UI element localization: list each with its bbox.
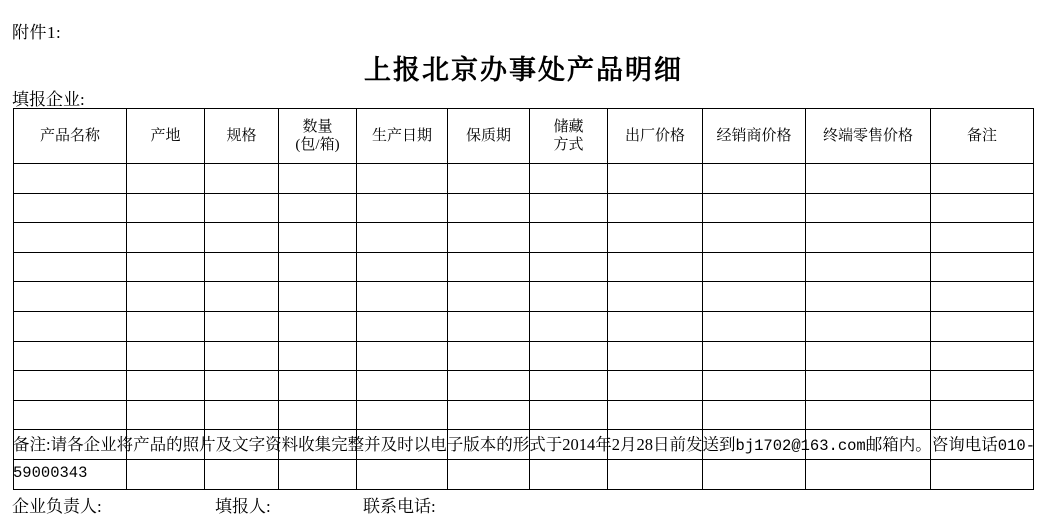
cell-shelf-life[interactable] bbox=[448, 371, 530, 401]
table-row bbox=[14, 193, 1034, 223]
cell-spec[interactable] bbox=[205, 400, 279, 430]
cell-storage-method[interactable] bbox=[530, 164, 608, 194]
cell-dealer-price[interactable] bbox=[703, 193, 806, 223]
col-header-production-date: 生产日期 bbox=[357, 109, 448, 164]
cell-remark[interactable] bbox=[931, 341, 1034, 371]
cell-retail-price[interactable] bbox=[806, 223, 931, 253]
cell-shelf-life[interactable] bbox=[448, 311, 530, 341]
cell-origin[interactable] bbox=[127, 371, 205, 401]
reporter-field-label: 填报人: bbox=[215, 497, 271, 516]
cell-quantity[interactable] bbox=[279, 341, 357, 371]
cell-product-name[interactable] bbox=[14, 311, 127, 341]
table-row bbox=[14, 164, 1034, 194]
cell-product-name[interactable] bbox=[14, 252, 127, 282]
table-row bbox=[14, 400, 1034, 430]
cell-spec[interactable] bbox=[205, 371, 279, 401]
cell-factory-price[interactable] bbox=[608, 311, 703, 341]
cell-product-name[interactable] bbox=[14, 371, 127, 401]
cell-product-name[interactable] bbox=[14, 282, 127, 312]
col-header-remark: 备注 bbox=[931, 109, 1034, 164]
cell-origin[interactable] bbox=[127, 223, 205, 253]
cell-spec[interactable] bbox=[205, 341, 279, 371]
manager-field-label: 企业负责人: bbox=[12, 497, 102, 516]
footnote bbox=[13, 432, 1035, 486]
cell-factory-price[interactable] bbox=[608, 252, 703, 282]
cell-shelf-life[interactable] bbox=[448, 252, 530, 282]
cell-product-name[interactable] bbox=[14, 164, 127, 194]
cell-shelf-life[interactable] bbox=[448, 400, 530, 430]
cell-remark[interactable] bbox=[931, 282, 1034, 312]
cell-quantity[interactable] bbox=[279, 282, 357, 312]
cell-product-name[interactable] bbox=[14, 223, 127, 253]
table-row bbox=[14, 282, 1034, 312]
cell-storage-method[interactable] bbox=[530, 400, 608, 430]
cell-retail-price[interactable] bbox=[806, 164, 931, 194]
cell-production-date[interactable] bbox=[357, 164, 448, 194]
cell-origin[interactable] bbox=[127, 164, 205, 194]
cell-quantity[interactable] bbox=[279, 193, 357, 223]
cell-spec[interactable] bbox=[205, 164, 279, 194]
table-row bbox=[14, 341, 1034, 371]
cell-dealer-price[interactable] bbox=[703, 371, 806, 401]
cell-production-date[interactable] bbox=[357, 341, 448, 371]
phone-field-label: 联系电话: bbox=[363, 497, 436, 516]
table-row bbox=[14, 223, 1034, 253]
cell-storage-method[interactable] bbox=[530, 282, 608, 312]
signature-row bbox=[0, 492, 1047, 532]
cell-retail-price[interactable] bbox=[806, 341, 931, 371]
cell-quantity[interactable] bbox=[279, 400, 357, 430]
cell-storage-method[interactable] bbox=[530, 193, 608, 223]
cell-spec[interactable] bbox=[205, 193, 279, 223]
cell-factory-price[interactable] bbox=[608, 164, 703, 194]
col-header-shelf-life: 保质期 bbox=[448, 109, 530, 164]
col-header-origin: 产地 bbox=[127, 109, 205, 164]
cell-shelf-life[interactable] bbox=[448, 193, 530, 223]
cell-origin[interactable] bbox=[127, 252, 205, 282]
cell-production-date[interactable] bbox=[357, 371, 448, 401]
cell-product-name[interactable] bbox=[14, 400, 127, 430]
cell-production-date[interactable] bbox=[357, 223, 448, 253]
col-header-dealer-price: 经销商价格 bbox=[703, 109, 806, 164]
footnote-phone: 010-59000343 bbox=[13, 437, 1036, 482]
cell-retail-price[interactable] bbox=[806, 252, 931, 282]
cell-storage-method[interactable] bbox=[530, 341, 608, 371]
cell-factory-price[interactable] bbox=[608, 341, 703, 371]
cell-retail-price[interactable] bbox=[806, 193, 931, 223]
table-row bbox=[14, 371, 1034, 401]
cell-production-date[interactable] bbox=[357, 311, 448, 341]
cell-shelf-life[interactable] bbox=[448, 282, 530, 312]
enterprise-field-label: 填报企业: bbox=[12, 90, 85, 109]
cell-production-date[interactable] bbox=[357, 193, 448, 223]
cell-origin[interactable] bbox=[127, 282, 205, 312]
footnote-prefix: 备注:请各企业将产品的照片及文字资料收集完整并及时以电子版本的形式于2014年2月28日前发送到 bbox=[13, 435, 736, 454]
table-row bbox=[14, 252, 1034, 282]
cell-remark[interactable] bbox=[931, 371, 1034, 401]
cell-product-name[interactable] bbox=[14, 193, 127, 223]
cell-retail-price[interactable] bbox=[806, 400, 931, 430]
footnote-email: bj1702@163.com bbox=[735, 437, 866, 455]
cell-quantity[interactable] bbox=[279, 223, 357, 253]
table-row bbox=[14, 311, 1034, 341]
cell-spec[interactable] bbox=[205, 282, 279, 312]
cell-quantity[interactable] bbox=[279, 311, 357, 341]
col-header-storage-method: 储藏 方式 bbox=[530, 109, 608, 164]
cell-storage-method[interactable] bbox=[530, 223, 608, 253]
cell-dealer-price[interactable] bbox=[703, 282, 806, 312]
table-header-row bbox=[14, 109, 1034, 164]
cell-retail-price[interactable] bbox=[806, 311, 931, 341]
cell-factory-price[interactable] bbox=[608, 400, 703, 430]
footnote-suffix: 邮箱内。咨询电话 bbox=[865, 435, 998, 454]
col-header-quantity: 数量 (包/箱) bbox=[279, 109, 357, 164]
cell-dealer-price[interactable] bbox=[703, 252, 806, 282]
cell-factory-price[interactable] bbox=[608, 282, 703, 312]
cell-shelf-life[interactable] bbox=[448, 223, 530, 253]
cell-storage-method[interactable] bbox=[530, 371, 608, 401]
cell-storage-method[interactable] bbox=[530, 252, 608, 282]
cell-quantity[interactable] bbox=[279, 164, 357, 194]
cell-retail-price[interactable] bbox=[806, 282, 931, 312]
cell-dealer-price[interactable] bbox=[703, 223, 806, 253]
cell-dealer-price[interactable] bbox=[703, 341, 806, 371]
cell-spec[interactable] bbox=[205, 311, 279, 341]
cell-production-date[interactable] bbox=[357, 252, 448, 282]
page-title: 上报北京办事处产品明细 bbox=[364, 55, 683, 85]
cell-spec[interactable] bbox=[205, 223, 279, 253]
col-header-spec: 规格 bbox=[205, 109, 279, 164]
cell-quantity[interactable] bbox=[279, 252, 357, 282]
col-header-product-name: 产品名称 bbox=[14, 109, 127, 164]
cell-dealer-price[interactable] bbox=[703, 400, 806, 430]
cell-remark[interactable] bbox=[931, 311, 1034, 341]
cell-dealer-price[interactable] bbox=[703, 311, 806, 341]
cell-spec[interactable] bbox=[205, 252, 279, 282]
cell-product-name[interactable] bbox=[14, 341, 127, 371]
cell-origin[interactable] bbox=[127, 400, 205, 430]
cell-remark[interactable] bbox=[931, 400, 1034, 430]
col-header-retail-price: 终端零售价格 bbox=[806, 109, 931, 164]
cell-factory-price[interactable] bbox=[608, 223, 703, 253]
cell-origin[interactable] bbox=[127, 341, 205, 371]
cell-origin[interactable] bbox=[127, 193, 205, 223]
cell-quantity[interactable] bbox=[279, 371, 357, 401]
cell-production-date[interactable] bbox=[357, 400, 448, 430]
cell-origin[interactable] bbox=[127, 311, 205, 341]
cell-factory-price[interactable] bbox=[608, 193, 703, 223]
cell-remark[interactable] bbox=[931, 252, 1034, 282]
cell-remark[interactable] bbox=[931, 223, 1034, 253]
col-header-factory-price: 出厂价格 bbox=[608, 109, 703, 164]
cell-shelf-life[interactable] bbox=[448, 164, 530, 194]
cell-shelf-life[interactable] bbox=[448, 341, 530, 371]
cell-remark[interactable] bbox=[931, 164, 1034, 194]
attachment-label: 附件1: bbox=[12, 23, 62, 42]
cell-storage-method[interactable] bbox=[530, 311, 608, 341]
cell-production-date[interactable] bbox=[357, 282, 448, 312]
cell-dealer-price[interactable] bbox=[703, 164, 806, 194]
cell-factory-price[interactable] bbox=[608, 371, 703, 401]
cell-retail-price[interactable] bbox=[806, 371, 931, 401]
cell-remark[interactable] bbox=[931, 193, 1034, 223]
